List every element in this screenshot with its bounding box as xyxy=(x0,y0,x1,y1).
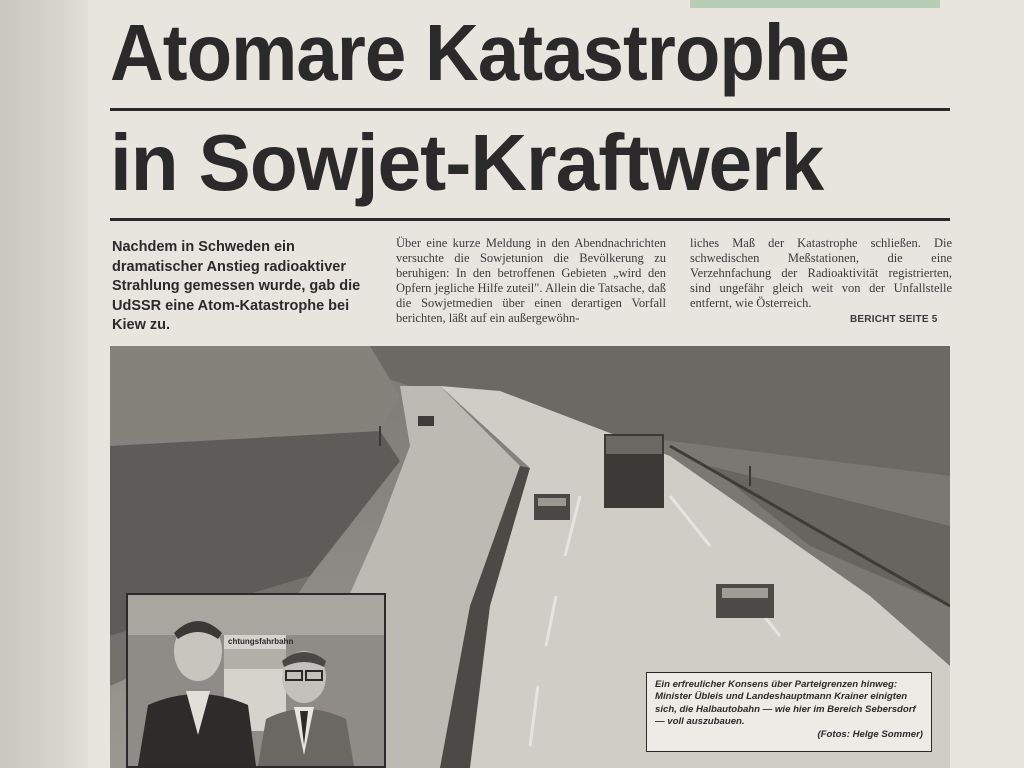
inset-portrait-drawing xyxy=(128,595,384,766)
photo-caption xyxy=(646,672,932,752)
clipping-strip xyxy=(690,0,940,8)
photo-credit: (Fotos: Helge Sommer) xyxy=(817,728,923,740)
article-column-3: liches Maß der Katastrophe schließen. Die schwedischen Meßstationen, die eine Verzehnfachung der Radioaktivität registrierten, sind ungefähr gleich weit von der Unfallstelle entfernt, wie Österreich. xyxy=(690,236,952,310)
page-margin xyxy=(0,0,88,768)
article-column-2: Über eine kurze Meldung in den Abendnachrichten versuchte die Sowjetunion die Bevölkerung zu beruhigen: In den betroffenen Gebieten „wird den Opfern jegliche Hilfe zuteil". Allein die Tatsache, daß die Sowjetmedien über einen derartigen Vorfall berichten, läßt auf ein außergewöhn- xyxy=(396,236,666,325)
inset-portrait-photo xyxy=(126,593,386,768)
headline-line-1: Atomare Katastrophe xyxy=(110,8,849,97)
inset-sign-text: chtungsfahrbahn xyxy=(228,637,294,646)
photo-caption-text: Ein erfreulicher Konsens über Parteigrenzen hinweg: Minister Übleis und Landeshauptmann Krainer einigten sich, die Halbautobahn — wie hier im Bereich Sebersdorf — voll auszubauen. xyxy=(655,679,916,728)
headline-line-2: in Sowjet-Kraftwerk xyxy=(110,118,824,207)
page-reference: BERICHT SEITE 5 xyxy=(850,314,938,325)
headline-rule-bottom xyxy=(110,218,950,221)
headline-rule-top xyxy=(110,108,950,111)
lead-paragraph: Nachdem in Schweden ein dramatischer Anstieg radioaktiver Strahlung gemessen wurde, gab die UdSSR eine Atom-Katastrophe bei Kiew zu. xyxy=(112,239,361,333)
